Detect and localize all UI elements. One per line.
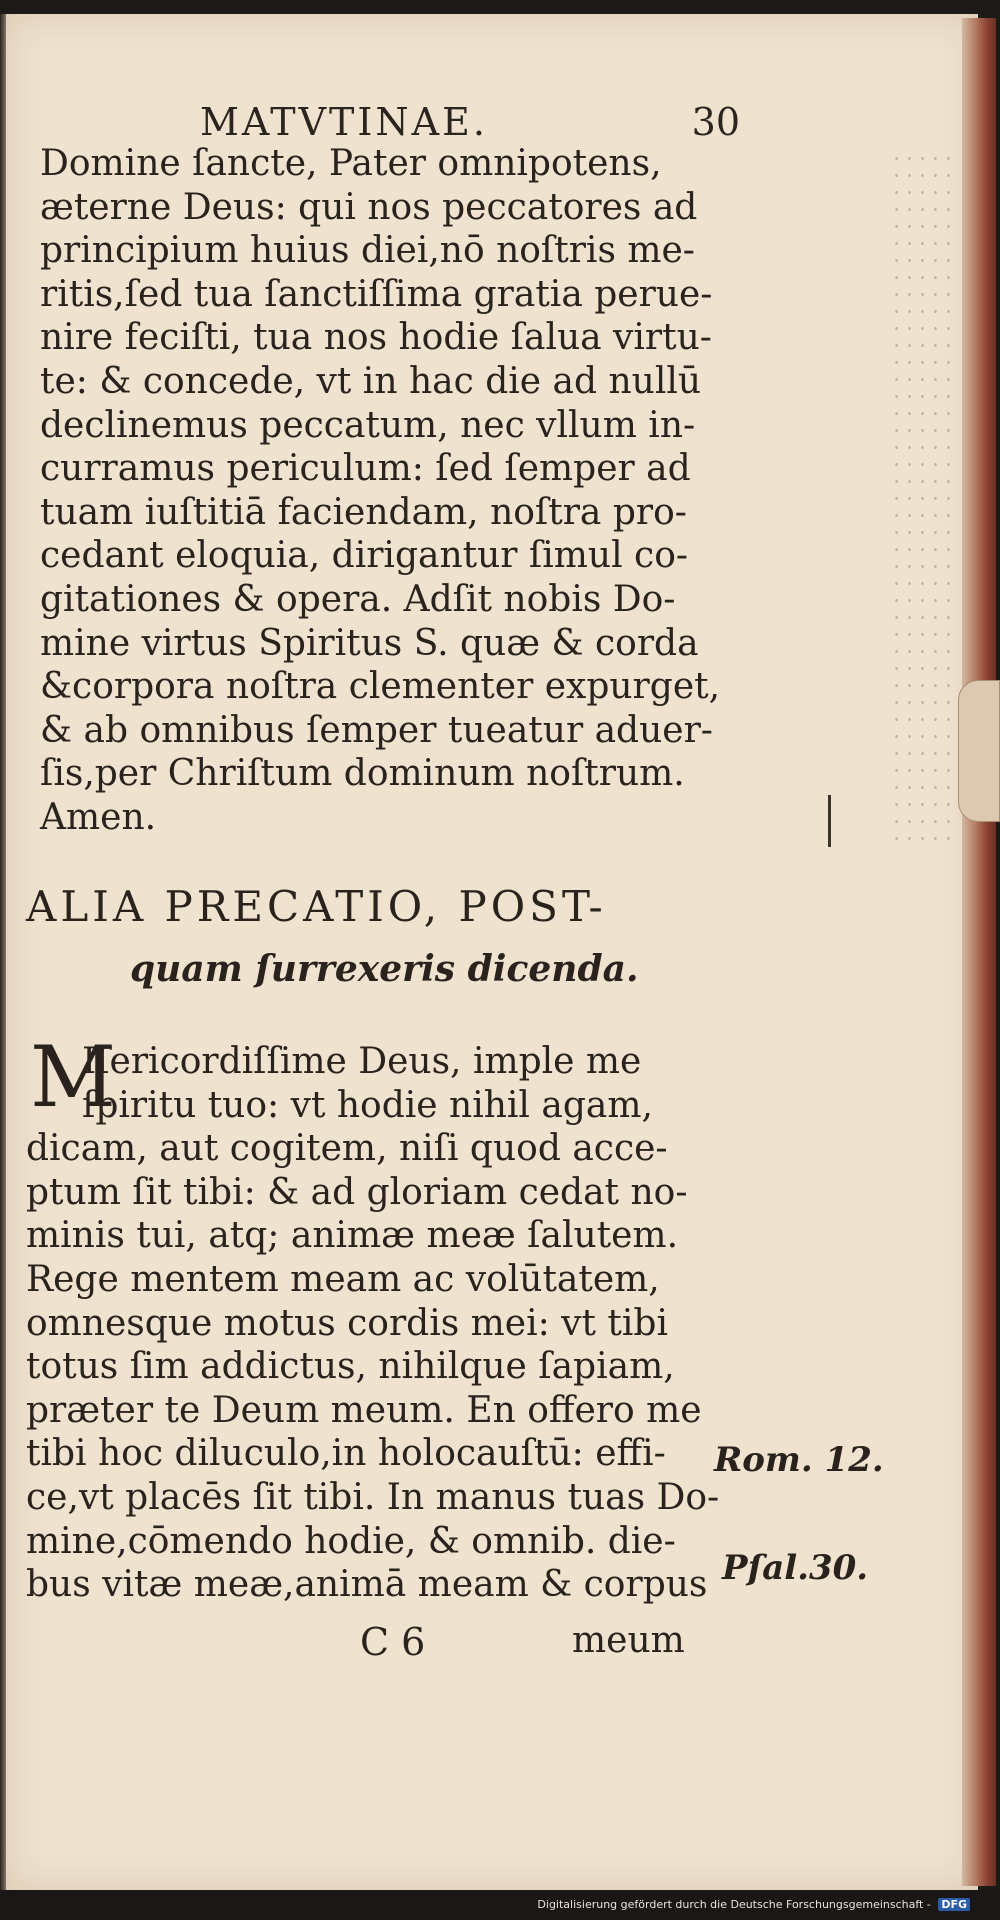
text-line: ptum ſit tibi: & ad gloriam cedat no- [26, 1171, 688, 1213]
page-tab-marker [958, 680, 1000, 822]
text-line: mine virtus Spiritus S. quæ & corda [40, 622, 699, 664]
text-line: dicam, aut cogitem, niſi quod acce- [26, 1128, 668, 1170]
running-title: MATVTINAE. [200, 100, 488, 144]
marginal-reference-psalm: Pſal.30. [722, 1548, 869, 1588]
catchword: meum [572, 1620, 685, 1661]
marginal-reference-romans: Rom. 12. [714, 1440, 884, 1480]
prayer-paragraph-2 [26, 1040, 726, 1607]
text-line: &corpora noſtra clementer expurget, [40, 666, 721, 708]
prayer-paragraph-1 [40, 142, 740, 840]
book-edge [962, 18, 996, 1886]
text-line: minis tui, atq; animæ meæ ſalutem. [26, 1215, 679, 1257]
text-line: Iſericordiſſime Deus, imple me [82, 1041, 642, 1082]
text-line: mine,cōmendo hodie, & omnib. die- [26, 1520, 676, 1562]
text-line: tibi hoc diluculo,in holocauſtū: effi- [26, 1433, 666, 1475]
signature-mark: C 6 [360, 1620, 426, 1664]
text-line: totus ſim addictus, nihilque ſapiam, [26, 1346, 675, 1388]
text-line: ſpiritu tuo: vt hodie nihil agam, [82, 1084, 653, 1126]
text-line: Rege mentem meam ac volūtatem, [26, 1258, 660, 1300]
text-line: bus vitæ meæ,animā meam & corpus [26, 1564, 708, 1606]
drop-capital: M [30, 1028, 117, 1126]
section-heading: ALIA PRECATIO, POST- [26, 882, 607, 931]
text-line: ritis,ſed tua ſanctiſſima gratia perue- [40, 273, 713, 315]
text-line: & ab omnibus ſemper tueatur aduer- [40, 709, 713, 751]
show-through-specks [890, 150, 960, 850]
text-line: Amen. [40, 796, 157, 838]
text-line: declinemus peccatum, nec vllum in- [40, 404, 696, 446]
page-number: 30 [691, 100, 740, 144]
text-line: nire feciſti, tua nos hodie ſalua virtu- [40, 317, 712, 359]
dfg-logo-badge: DFG [938, 1898, 970, 1911]
text-line: omnesque motus cordis mei: vt tibi [26, 1302, 668, 1344]
text-line: principium huius diei,nō noſtris me- [40, 230, 695, 272]
text-line: gitationes & opera. Adſit nobis Do- [40, 578, 676, 620]
text-line: te: & concede, vt in hac die ad nullū [40, 360, 702, 402]
text-line: cedant eloquia, dirigantur ſimul co- [40, 535, 689, 577]
credit-text: Digitalisierung gefördert durch die Deutsche Forschungsgemeinschaft - [537, 1898, 931, 1911]
text-line: æterne Deus: qui nos peccatores ad [40, 186, 698, 228]
text-line: Domine ſancte, Pater omnipotens, [40, 143, 662, 184]
text-line: ce,vt placēs ſit tibi. In manus tuas Do- [26, 1476, 720, 1518]
digitization-credit [537, 1898, 970, 1911]
text-line: curramus periculum: ſed ſemper ad [40, 448, 691, 490]
section-subheading: quam ſurrexeris dicenda. [130, 948, 639, 990]
margin-bar-mark [828, 795, 831, 847]
text-line: præter te Deum meum. En offero me [26, 1389, 702, 1431]
text-line: tuam iuſtitiā faciendam, noſtra pro- [40, 491, 687, 533]
text-line: ſis,per Chriſtum dominum noſtrum. [40, 753, 685, 795]
